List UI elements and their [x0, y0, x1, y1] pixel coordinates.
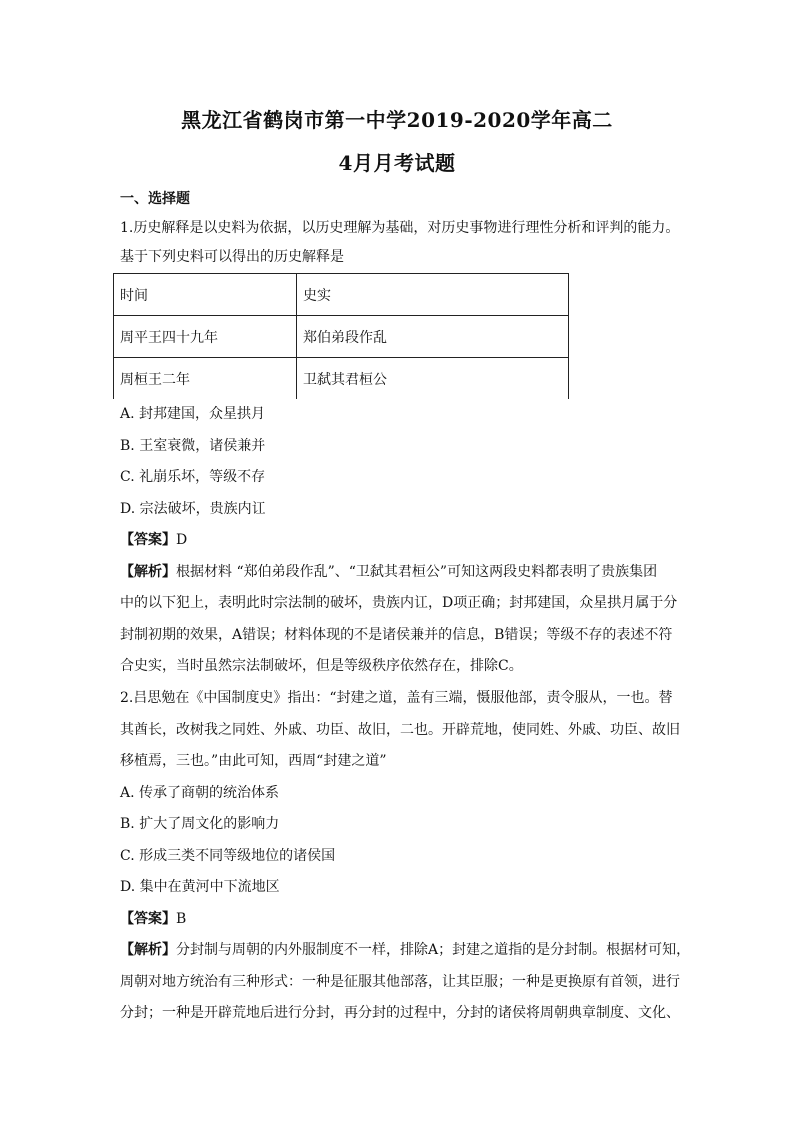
answer-value: B [176, 911, 187, 927]
q1-analysis-line3: 封制初期的效果，A错误；材料体现的不是诸侯兼并的信息，B错误；等级不存的表述不符 [120, 627, 673, 643]
q1-analysis-line1 [120, 562, 680, 582]
q2-option-b: B. 扩大了周文化的影响力 [120, 816, 280, 832]
q2-analysis-line1 [120, 940, 691, 960]
table-row [114, 316, 569, 358]
table-row [114, 358, 569, 400]
table-cell-time: 周平王四十九年 [114, 316, 297, 358]
exam-title-line2: 4月月考试题 [338, 151, 456, 175]
q2-analysis-line3: 分封；一种是开辟荒地后进行分封，再分封的过程中，分封的诸侯将周朝典章制度、文化、 [120, 1005, 680, 1021]
q2-stem-line3: 移植焉，三也。”由此可知，西周“封建之道” [120, 753, 387, 769]
q1-option-d: D. 宗法破坏，贵族内讧 [120, 501, 266, 517]
q2-option-c: C. 形成三类不同等级地位的诸侯国 [120, 848, 336, 864]
q1-stem-line2: 基于下列史料可以得出的历史解释是 [120, 249, 344, 265]
analysis-text: 根据材料 “郑伯弟段作乱”、“卫弑其君桓公”可知这两段史料都表明了贵族集团 [176, 564, 658, 580]
q1-analysis-line4: 合史实，当时虽然宗法制破坏，但是等级秩序依然存在，排除C。 [120, 658, 523, 674]
q2-analysis-line2: 周朝对地方统治有三种形式：一种是征服其他部落，让其臣服；一种是更换原有首领，进行 [120, 974, 680, 990]
q1-option-a: A. 封邦建国，众星拱月 [120, 406, 266, 422]
q1-option-c: C. 礼崩乐坏，等级不存 [120, 469, 266, 485]
analysis-label: 【解析】 [120, 942, 176, 958]
table-cell-fact: 郑伯弟段作乱 [297, 316, 569, 358]
table-cell-fact: 卫弑其君桓公 [297, 358, 569, 400]
table-header-row [114, 274, 569, 316]
table-header-time: 时间 [114, 274, 297, 316]
q1-option-b: B. 王室衰微，诸侯兼并 [120, 438, 266, 454]
answer-label: 【答案】 [120, 532, 176, 548]
q1-analysis-line2: 中的以下犯上，表明此时宗法制的破坏，贵族内讧，D项正确；封邦建国，众星拱月属于分 [120, 595, 678, 611]
analysis-label: 【解析】 [120, 564, 176, 580]
table-header-fact: 史实 [297, 274, 569, 316]
section-heading: 一、选择题 [120, 191, 190, 207]
exam-title-line1: 黑龙江省鹤岗市第一中学2019-2020学年高二 [181, 108, 613, 132]
q1-answer [120, 530, 680, 550]
q1-source-table [113, 273, 569, 399]
q2-stem-line2: 其酋长，改树我之同姓、外戚、功臣、故旧，二也。开辟荒地，使同姓、外戚、功臣、故旧 [120, 722, 680, 738]
q2-answer [120, 909, 680, 929]
q1-stem-line1: 1.历史解释是以史料为依据，以历史理解为基础，对历史事物进行理性分析和评判的能力。 [120, 220, 680, 236]
q2-stem-line1: 2.吕思勉在《中国制度史》指出：“封建之道，盖有三端，慑服他部，责令服从，一也。替 [120, 690, 673, 706]
answer-value: D [176, 532, 188, 548]
q2-option-d: D. 集中在黄河中下流地区 [120, 879, 280, 895]
table-cell-time: 周桓王二年 [114, 358, 297, 400]
q2-option-a: A. 传承了商朝的统治体系 [120, 785, 280, 801]
analysis-text: 分封制与周朝的内外服制度不一样，排除A；封建之道指的是分封制。根据材可知， [176, 942, 691, 958]
answer-label: 【答案】 [120, 911, 176, 927]
